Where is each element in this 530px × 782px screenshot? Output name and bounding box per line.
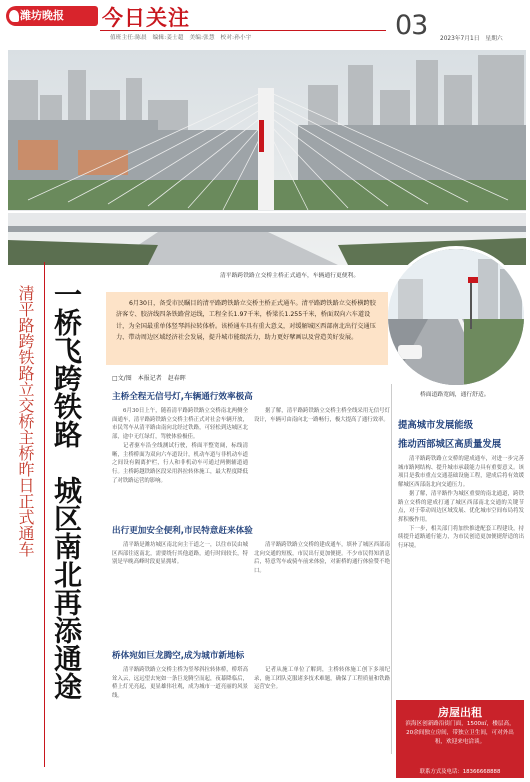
paper-logo: 潍坊晚报 — [6, 6, 98, 26]
section-1-paragraph: 6月30日上午，随着清平路跨铁路立交桥南北两侧全面通车，清平路跨铁路立交桥主桥正式对社会车辆开放，市民驾车从清平路由南向北经过铁路，可轻松到达城区北部，途中无红绿灯，驾驶体验极佳。 — [112, 408, 248, 441]
section-3-paragraph: 清平路跨铁路立交桥主桥为竖琴斜拉转体桥，桥塔高耸入云，远远望去宛如一条巨龙腾空而起，夜幕降临后，桥上灯光亮起，更显雄伟壮观，成为城市一道亮丽的风景线。 — [112, 667, 248, 700]
section-3-col-2 — [254, 666, 390, 776]
main-photo — [8, 50, 526, 265]
section-2-col-2 — [254, 541, 390, 641]
masthead-rule — [100, 30, 386, 31]
section-2-paragraph: 清平路是潍坊城区南北向主干道之一，以往市民由城区西部往返南北，需要绕行其他道路，通行时间较长，特别是早晚高峰时段更显拥堵。 — [112, 542, 248, 566]
byline: □文/图 本报记者 赵春晖 — [112, 375, 186, 382]
side-photo — [385, 246, 527, 388]
rental-ad — [396, 700, 524, 778]
main-photo-caption: 清平路跨铁路立交桥主桥正式通车，车辆通行更便利。 — [220, 273, 360, 279]
right-column-text — [398, 455, 524, 695]
lead-text: 6月30日，备受市民瞩目的清平路跨铁路立交桥主桥正式通车。清平路跨铁路立交桥横跨胶济客专、胶济线四条铁路营运线，工程全长1.97千米，桥梁长1.255千米，桥面双向六车道设计，为全国最重单体竖琴斜拉转体桥。该桥通车具有重大意义，对缓解城区西部南北出行交通压力、带动周边区域经济社会发展，提升城市能级活力，助力更好擘画以及营造美好发展。 — [116, 300, 376, 342]
section-2-paragraph: 清平路跨铁路立交桥的建成通车，填补了城区西部南北向交通的短板，市民出行更加便捷。不少市民得知消息后，特意驾车或骑车前来体验，对新桥的通行体验赞不绝口。 — [254, 542, 390, 575]
section-1-title: 主桥全程无信号灯,车辆通行效率极高 — [112, 392, 253, 402]
logo-mark-icon — [9, 10, 19, 22]
sub-headline: 清平路跨铁路立交桥主桥昨日正式通车 — [16, 285, 35, 557]
ad-phone: 联系方式及电话：18366668888 — [419, 769, 501, 775]
column-divider — [391, 384, 392, 754]
right-title-2: 推动西部城区高质量发展 — [398, 439, 502, 450]
editor-credits: 值班主任:陈晨 编辑:姜士超 美编:张慧 校对:孙小宇 — [110, 35, 252, 41]
section-2-title: 出行更加安全便利,市民特意赶来体验 — [112, 526, 253, 536]
issue-date: 2023年7月1日 星期六 — [440, 36, 503, 42]
right-paragraph: 据了解，清平路作为城区重要的南北通道，跨铁路立交桥的建成打通了城区西部南北交通的关键节点，对于带动周边区域发展、优化城市空间布局将发挥积极作用。 — [398, 490, 524, 523]
headline-rule — [44, 262, 45, 767]
ad-body: 滨海区创新路沿街门面，1500㎡，楼层高，20余间独立房间，带独立卫生间，可对外出租，欢迎来电洽谈。 — [405, 721, 515, 745]
main-headline: 一桥飞跨铁路 城区南北再添通途 — [50, 280, 83, 700]
right-paragraph: 清平路跨铁路立交桥的建成通车，对进一步完善城市路网结构、提升城市承载能力具有重要意义。该项目是我市重点交通基础设施工程，建成后将有效缓解城区西部南北向交通压力。 — [398, 456, 524, 489]
section-title: 今日关注 — [102, 6, 190, 30]
section-1-col-2 — [254, 407, 390, 517]
ad-title: 房屋出租 — [438, 706, 482, 719]
right-title-1: 提高城市发展能级 — [398, 420, 474, 431]
right-paragraph: 下一步，相关部门将加快推进配套工程建设，持续提升道路通行能力，为市民创造更加便捷舒适的出行环境。 — [398, 525, 524, 550]
page-number: 03 — [395, 10, 428, 41]
section-1-paragraph: 记者驱车沿全线测试行驶，桥面平整宽阔，标线清晰，主桥桥面为双向六车道设计，机动车道与非机动车道之间设有隔离护栏，行人和非机动车可通过两侧辅道通行。主桥跨越铁路区段采用斜拉转体施工，最大程度降低了对铁路运营的影响。 — [112, 442, 248, 484]
lead-paragraph — [106, 292, 388, 365]
section-3-col-1 — [112, 666, 248, 776]
section-2-col-1 — [112, 541, 248, 641]
section-1-col-1 — [112, 407, 248, 517]
section-1-paragraph: 据了解，清平路跨铁路立交桥主桥全线采用无信号灯设计，车辆可由南向北一路畅行，极大提高了通行效率。 — [254, 408, 390, 423]
section-3-paragraph: 记者从施工单位了解到，主桥转体施工创下多项纪录，施工团队克服诸多技术难题，确保了工程质量和铁路运营安全。 — [254, 667, 390, 691]
section-3-title: 桥体宛如巨龙腾空,成为城市新地标 — [112, 651, 245, 661]
side-photo-caption: 桥面道路宽阔，通行舒适。 — [420, 392, 490, 398]
